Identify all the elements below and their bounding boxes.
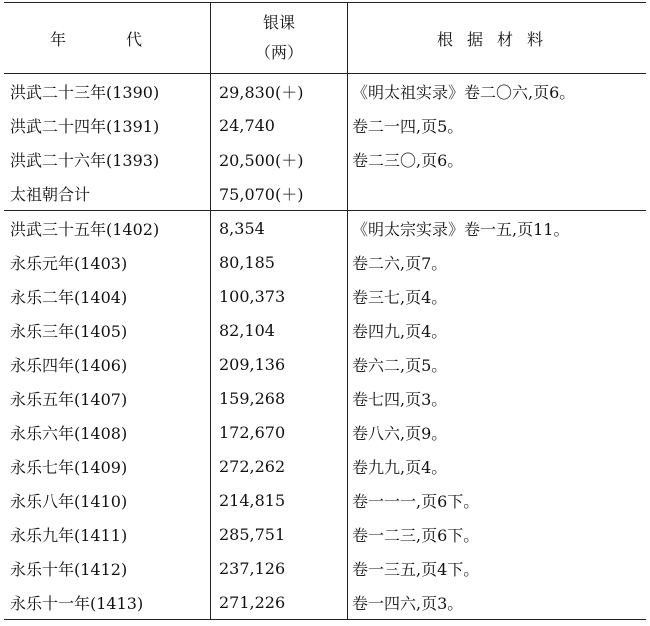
row-group xyxy=(4,211,646,620)
source-cell: 卷四九,页4。 xyxy=(352,321,448,341)
period-cell: 永乐二年(1404) xyxy=(10,287,128,307)
source-cell: 卷一一一,页6下。 xyxy=(352,491,480,511)
table-row xyxy=(4,449,646,483)
table-row xyxy=(4,313,646,347)
silver-cell: 285,751 xyxy=(219,524,286,544)
source-cell: 卷二一四,页5。 xyxy=(352,116,464,136)
header-silver xyxy=(211,3,347,73)
table-row xyxy=(4,381,646,415)
silver-cell: 80,185 xyxy=(219,252,275,272)
source-cell: 卷一四六,页3。 xyxy=(352,593,464,613)
silver-cell: 159,268 xyxy=(219,388,286,408)
period-cell: 永乐八年(1410) xyxy=(10,491,128,511)
silver-cell: 82,104 xyxy=(219,320,275,340)
column-divider xyxy=(347,3,348,73)
column-divider xyxy=(347,211,348,619)
period-cell: 永乐十一年(1413) xyxy=(10,593,144,613)
table-row xyxy=(4,176,646,210)
silver-cell: 29,830(＋) xyxy=(219,82,304,102)
column-divider xyxy=(347,74,348,210)
silver-cell: 214,815 xyxy=(219,490,286,510)
period-cell: 永乐九年(1411) xyxy=(10,525,128,545)
header-period: 年 代 xyxy=(49,29,164,49)
period-cell: 永乐十年(1412) xyxy=(10,559,128,579)
silver-cell: 209,136 xyxy=(219,354,286,374)
header-source: 根据材料 xyxy=(436,29,557,49)
period-cell: 洪武二十六年(1393) xyxy=(10,150,160,170)
column-divider xyxy=(210,74,211,210)
source-cell: 卷二三〇,页6。 xyxy=(352,150,464,170)
source-cell: 卷一二三,页6下。 xyxy=(352,525,480,545)
column-divider xyxy=(210,3,211,73)
period-cell: 永乐五年(1407) xyxy=(10,389,128,409)
period-cell: 太祖朝合计 xyxy=(10,184,91,204)
header-silver-line1: 银课 xyxy=(262,13,295,32)
table-body xyxy=(4,74,646,620)
source-cell: 《明太祖实录》卷二〇六,页6。 xyxy=(352,82,576,102)
table-row xyxy=(4,211,646,245)
column-divider xyxy=(210,211,211,619)
source-cell: 卷一三五,页4下。 xyxy=(352,559,480,579)
period-cell: 洪武二十四年(1391) xyxy=(10,116,160,136)
table-header xyxy=(4,2,646,74)
silver-cell: 8,354 xyxy=(219,218,265,238)
silver-cell: 75,070(＋) xyxy=(219,184,304,204)
silver-cell: 20,500(＋) xyxy=(219,150,304,170)
period-cell: 永乐四年(1406) xyxy=(10,355,128,375)
table-row xyxy=(4,347,646,381)
header-silver-line2: （两） xyxy=(254,43,303,62)
table-row xyxy=(4,108,646,142)
table-row xyxy=(4,551,646,585)
source-cell: 卷六二,页5。 xyxy=(352,355,448,375)
table-row xyxy=(4,279,646,313)
period-cell: 洪武二十三年(1390) xyxy=(10,82,160,102)
period-cell: 永乐三年(1405) xyxy=(10,321,128,341)
source-cell: 《明太宗实录》卷一五,页11。 xyxy=(352,219,570,239)
table-row xyxy=(4,415,646,449)
table-row xyxy=(4,142,646,176)
silver-cell: 272,262 xyxy=(219,456,286,476)
table-row xyxy=(4,483,646,517)
table-row xyxy=(4,585,646,619)
silver-cell: 24,740 xyxy=(219,115,275,135)
table-row xyxy=(4,245,646,279)
row-group xyxy=(4,74,646,211)
period-cell: 永乐元年(1403) xyxy=(10,253,128,273)
source-cell: 卷三七,页4。 xyxy=(352,287,448,307)
table-row xyxy=(4,517,646,551)
silver-cell: 271,226 xyxy=(219,592,286,612)
source-cell xyxy=(348,176,646,210)
source-cell: 卷七四,页3。 xyxy=(352,389,448,409)
silver-cell: 100,373 xyxy=(219,286,286,306)
source-cell: 卷二六,页7。 xyxy=(352,253,448,273)
source-cell: 卷八六,页9。 xyxy=(352,423,448,443)
period-cell: 永乐六年(1408) xyxy=(10,423,128,443)
silver-tax-table xyxy=(4,2,646,620)
period-cell: 洪武三十五年(1402) xyxy=(10,219,160,239)
source-cell: 卷九九,页4。 xyxy=(352,457,448,477)
table-row xyxy=(4,74,646,108)
silver-cell: 172,670 xyxy=(219,422,286,442)
period-cell: 永乐七年(1409) xyxy=(10,457,128,477)
silver-cell: 237,126 xyxy=(219,558,286,578)
